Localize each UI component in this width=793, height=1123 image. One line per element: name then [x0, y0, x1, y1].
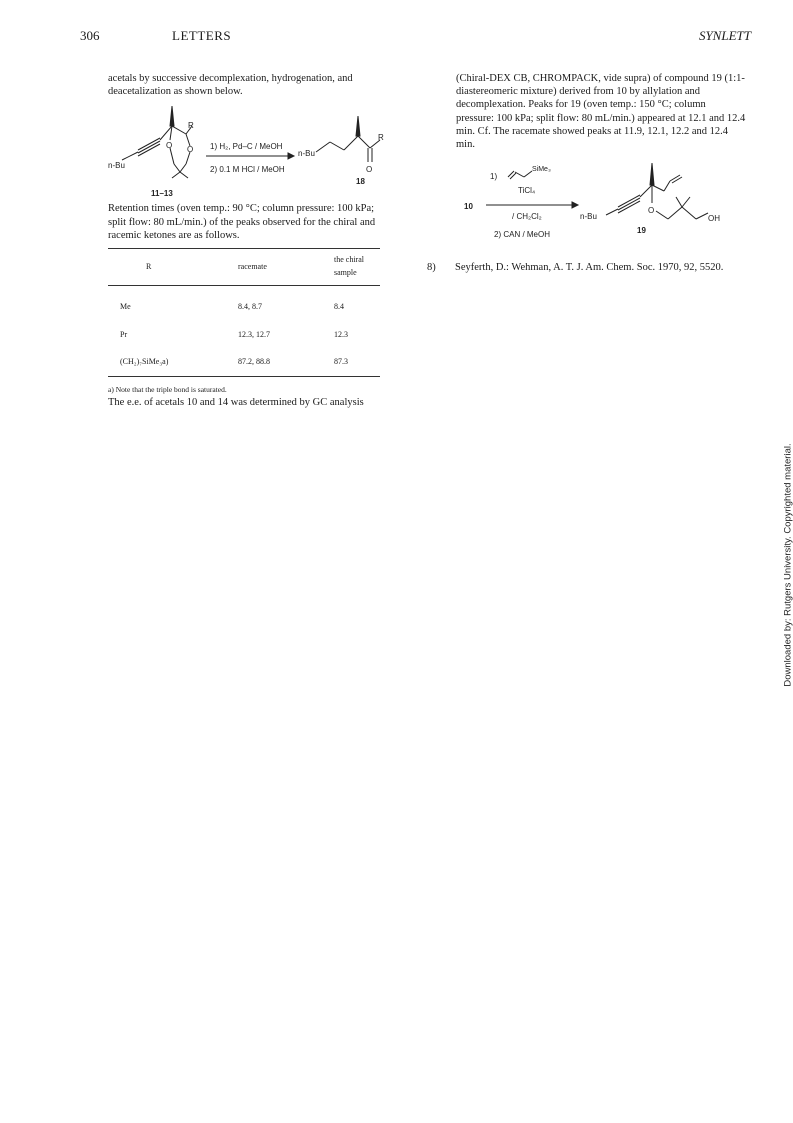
table-row — [108, 322, 380, 349]
r-label-product: R — [378, 133, 384, 143]
o-label-19: O — [648, 206, 655, 216]
right-column — [456, 72, 746, 249]
condition-2: 2) 0.1 M HCl / MeOH — [210, 165, 285, 175]
nbu-label-reactant: n-Bu — [108, 161, 125, 171]
scheme-2-graphic — [456, 157, 746, 249]
after-table-paragraph: The e.e. of acetals 10 and 14 was determined by GC analysis — [108, 397, 364, 409]
journal-name: SYNLETT — [698, 28, 751, 43]
reference-number: 8) — [427, 262, 436, 273]
reagent-sime3: SiMe₃ — [532, 166, 551, 174]
reaction-scheme-2 — [456, 157, 746, 249]
reagent-solvent: / CH₂Cl₂ — [512, 212, 542, 222]
page-number: 306 — [80, 28, 100, 43]
left-column — [108, 72, 388, 409]
o-label-product: O — [366, 165, 373, 175]
product-label: 18 — [356, 177, 365, 187]
table-cell: 87.2, 88.8 — [234, 349, 330, 377]
table-cell: 12.3 — [334, 329, 348, 339]
step-1-label: 1) — [490, 172, 498, 182]
oh-label-19: OH — [708, 214, 720, 224]
table-header-racemate: racemate — [234, 249, 330, 286]
scheme-1-graphic — [108, 102, 388, 198]
table-footnote: a) Note that the triple bond is saturated. — [108, 385, 227, 395]
reference-8 — [427, 262, 747, 273]
table-cell: Pr — [120, 329, 128, 339]
product-19-label: 19 — [637, 226, 646, 236]
reaction-scheme-1 — [108, 102, 388, 198]
step-2-label: 2) CAN / MeOH — [494, 230, 551, 240]
right-paragraph: (Chiral-DEX CB, CHROMPACK, vide supra) of compound 19 (1:1-diastereomeric mixture) derived from 10 by allylation and decomplexation. Peaks for 19 (oven temp.: 150 °C; column pressure: 100 kPa; split flow: 80 mL/min.) appeared at 12.1 and 12.4 min. Cf. The racemate showed peaks at 11.9, 12.1, 12.2 and 12.4 min. — [456, 73, 746, 151]
reactant-label: 11–13 — [151, 189, 173, 199]
download-watermark — [780, 425, 793, 705]
nbu-label-19: n-Bu — [580, 212, 597, 222]
start-label: 10 — [464, 202, 473, 212]
table-cell: 8.4, 8.7 — [238, 302, 262, 312]
intro-paragraph: acetals by successive decomplexation, hydrogenation, and deacetalization as shown below. — [108, 73, 353, 98]
nbu-label-product: n-Bu — [298, 149, 315, 159]
table-row — [108, 286, 380, 322]
table-header-r: R — [108, 249, 234, 286]
table-row — [108, 349, 380, 377]
table-cell: 12.3, 12.7 — [238, 329, 270, 339]
o-label-2: O — [187, 145, 194, 155]
retention-table — [108, 248, 380, 377]
watermark-text: Downloaded by: Rutgers University. Copyrighted material. — [782, 443, 793, 687]
retention-paragraph: Retention times (oven temp.: 90 °C; column pressure: 100 kPa; split flow: 80 mL/min.) of the peaks observed for the chiral and racemic ketones are as follows. — [108, 203, 376, 241]
table-header-chiral: the chiral sample — [330, 249, 380, 286]
table-cell: Me — [120, 302, 131, 312]
table-cell: 87.3 — [330, 349, 380, 377]
r-label-reactant: R — [188, 121, 194, 131]
table-cell: (CH₂)₇SiMe₃a) — [108, 349, 234, 377]
table-cell: 8.4 — [334, 302, 344, 312]
reagent-ticl4: TiCl₄ — [518, 186, 536, 196]
section-title: LETTERS — [172, 28, 232, 43]
condition-1: 1) H₂, Pd–C / MeOH — [210, 142, 283, 152]
table-header-row — [108, 249, 380, 286]
reference-text: Seyferth, D.: Wehman, A. T. J. Am. Chem. Soc. 1970, 92, 5520. — [455, 262, 724, 273]
o-label-1: O — [166, 141, 173, 151]
